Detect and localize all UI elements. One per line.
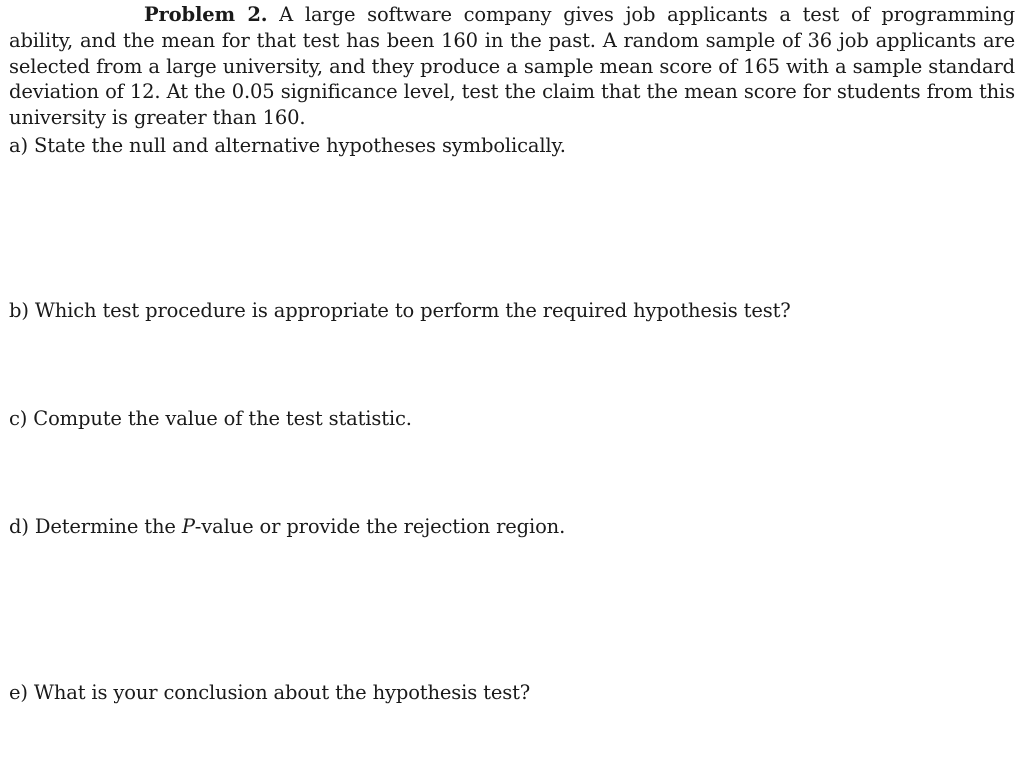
question-c-label: c) [9, 407, 28, 430]
question-c [9, 406, 412, 432]
problem-title: Problem 2. [144, 3, 268, 26]
question-d [9, 514, 565, 540]
question-a [9, 133, 566, 159]
problem-text: A large software company gives job applicants a test of programming ability, and the mean for that test has been 160 in the past. A random sample of 36 job applicants are selected from a large university, and they produce a sample mean score of 165 with a sample standard deviation of 12. At the 0.05 significance level, test the claim that the mean score for students from this university is greater than 160. [9, 3, 1015, 130]
question-a-label: a) [9, 134, 28, 157]
question-d-label: d) [9, 515, 29, 538]
question-e [9, 680, 530, 706]
question-e-label: e) [9, 681, 28, 704]
question-b [9, 298, 791, 324]
question-a-text: State the null and alternative hypotheses symbolically. [34, 134, 566, 157]
question-d-p-symbol: P [181, 515, 195, 538]
question-d-text-before: Determine the [34, 515, 176, 538]
problem-statement [9, 2, 1015, 131]
question-c-text: Compute the value of the test statistic. [33, 407, 412, 430]
question-d-text-after: -value or provide the rejection region. [194, 515, 566, 538]
problem-intro [9, 2, 1015, 131]
question-e-text: What is your conclusion about the hypothesis test? [33, 681, 531, 704]
question-b-text: Which test procedure is appropriate to perform the required hypothesis test? [34, 299, 791, 322]
question-b-label: b) [9, 299, 29, 322]
